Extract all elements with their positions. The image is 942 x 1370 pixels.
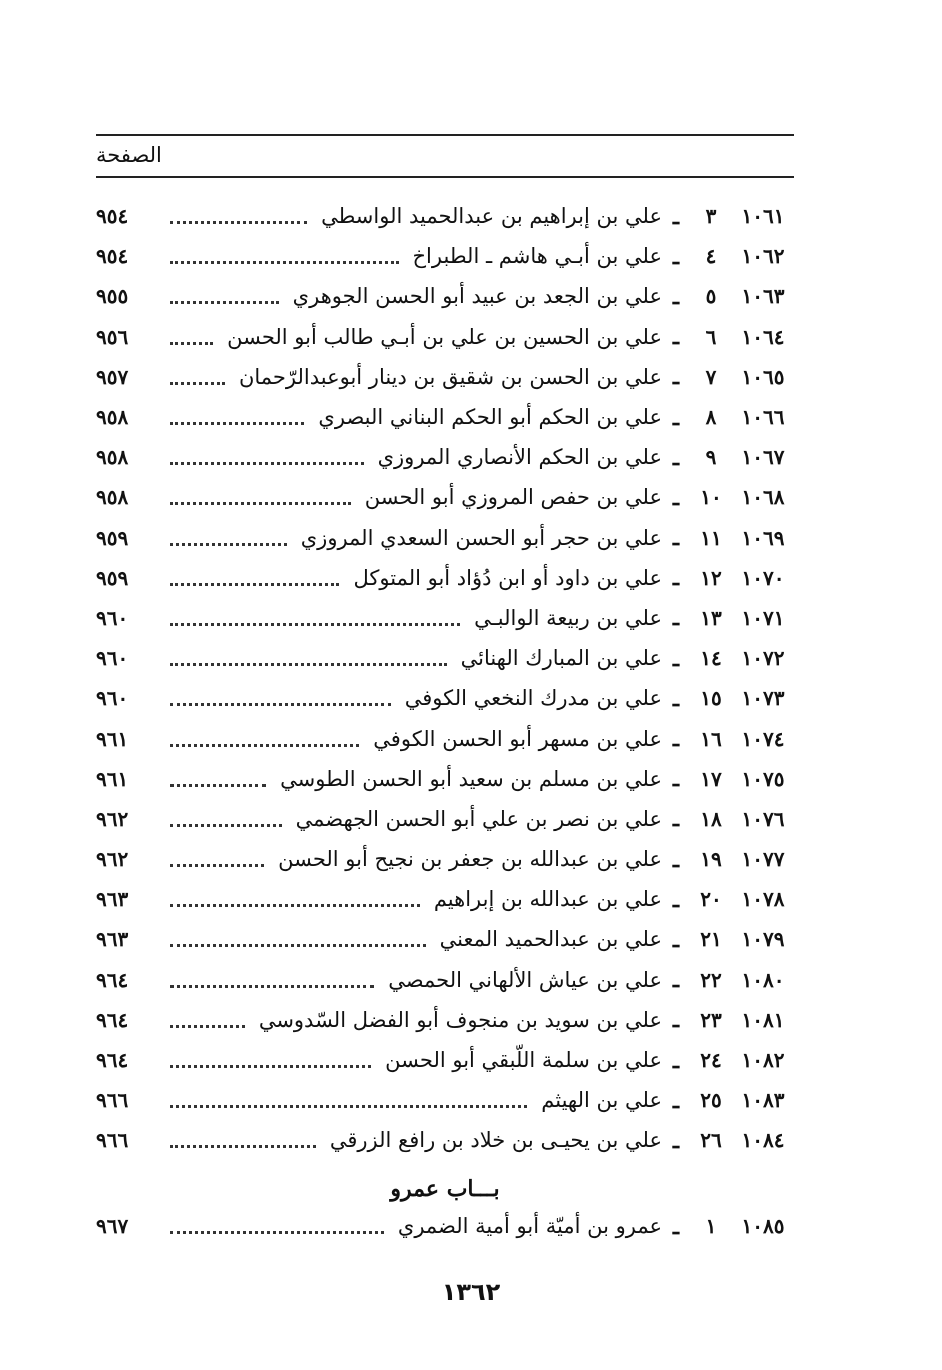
entry-separator: ـ bbox=[672, 364, 680, 390]
leader-dots bbox=[170, 501, 351, 505]
entry-page: ٩٥٩ bbox=[96, 525, 129, 550]
entry-index: ٩ bbox=[705, 445, 717, 470]
entry-index: ٧ bbox=[705, 364, 717, 389]
leader-dots bbox=[170, 341, 213, 345]
entry-page: ٩٦٢ bbox=[96, 806, 129, 831]
toc-entry bbox=[96, 357, 794, 397]
entry-title: علي بن نصر بن علي أبو الحسن الجهضمي bbox=[295, 806, 662, 831]
toc-entry bbox=[96, 718, 794, 758]
toc-entry bbox=[96, 638, 794, 678]
entry-title: علي بن عبدالله بن جعفر بن نجيح أبو الحسن bbox=[278, 847, 662, 872]
leader-dots bbox=[170, 1024, 245, 1028]
entry-title: علي بن مسلم بن سعيد أبو الحسن الطوسي bbox=[280, 766, 662, 791]
leader-dots bbox=[170, 260, 399, 264]
leader-dots bbox=[170, 1230, 384, 1234]
entry-number: ١٠٨٢ bbox=[741, 1048, 785, 1073]
entry-index: ٢٠ bbox=[700, 887, 722, 912]
leader-dots bbox=[170, 1064, 371, 1068]
leader-dots bbox=[170, 783, 266, 787]
entry-number: ١٠٦٧ bbox=[741, 445, 785, 470]
entry-page: ٩٥٤ bbox=[96, 204, 129, 229]
entry-separator: ـ bbox=[672, 886, 680, 912]
entry-page: ٩٦٣ bbox=[96, 887, 129, 912]
entry-separator: ـ bbox=[672, 1047, 680, 1073]
toc-entry bbox=[96, 236, 794, 276]
entry-index: ٣ bbox=[705, 204, 717, 229]
entry-index: ١٤ bbox=[700, 646, 722, 671]
entry-page: ٩٦٦ bbox=[96, 1088, 129, 1113]
entry-separator: ـ bbox=[672, 1213, 680, 1239]
entry-index: ١ bbox=[705, 1214, 717, 1239]
toc-entry bbox=[96, 799, 794, 839]
entry-separator: ـ bbox=[672, 806, 680, 832]
entry-index: ١٣ bbox=[700, 605, 722, 630]
entry-separator: ـ bbox=[672, 1087, 680, 1113]
entry-page: ٩٦١ bbox=[96, 726, 129, 751]
entry-index: ٢٥ bbox=[700, 1088, 722, 1113]
entry-number: ١٠٦٩ bbox=[741, 525, 785, 550]
entry-page: ٩٦٠ bbox=[96, 686, 129, 711]
entry-separator: ـ bbox=[672, 444, 680, 470]
entry-title: علي بن عياش الألهاني الحمصي bbox=[388, 967, 662, 992]
toc-entry bbox=[96, 960, 794, 1000]
entry-number: ١٠٨٥ bbox=[741, 1214, 785, 1239]
entry-page: ٩٥٥ bbox=[96, 284, 129, 309]
entry-index: ١٩ bbox=[700, 847, 722, 872]
entry-number: ١٠٦٦ bbox=[741, 405, 785, 430]
leader-dots bbox=[170, 421, 304, 425]
leader-dots bbox=[170, 863, 264, 867]
entry-index: ٢٤ bbox=[700, 1048, 722, 1073]
entry-index: ٨ bbox=[705, 405, 717, 430]
entry-separator: ـ bbox=[672, 685, 680, 711]
entry-page: ٩٦٤ bbox=[96, 1048, 129, 1073]
leader-dots bbox=[170, 220, 307, 224]
entry-separator: ـ bbox=[672, 324, 680, 350]
leader-dots bbox=[170, 743, 359, 747]
entry-number: ١٠٧٤ bbox=[741, 726, 785, 751]
leader-dots bbox=[170, 984, 374, 988]
entry-number: ١٠٦٣ bbox=[741, 284, 785, 309]
entry-number: ١٠٦١ bbox=[741, 204, 785, 229]
entry-index: ١٢ bbox=[700, 565, 722, 590]
entry-title: علي بن حجر أبو الحسن السعدي المروزي bbox=[300, 525, 662, 550]
top-rule bbox=[96, 134, 794, 136]
page-column-header: الصفحة bbox=[96, 143, 162, 167]
entry-page: ٩٦٤ bbox=[96, 967, 129, 992]
leader-dots bbox=[170, 943, 426, 947]
leader-dots bbox=[170, 582, 339, 586]
entry-title: علي بن الحسن بن شقيق بن دينار أبوعبدالرّحمان bbox=[238, 364, 662, 389]
entry-number: ١٠٦٨ bbox=[741, 485, 785, 510]
leader-dots bbox=[170, 300, 279, 304]
toc-entry bbox=[96, 1206, 794, 1246]
entry-title: علي بن أبـي هاشم ـ الطبراخ bbox=[412, 244, 662, 269]
entry-page: ٩٥٩ bbox=[96, 565, 129, 590]
entry-number: ١٠٧٣ bbox=[741, 686, 785, 711]
leader-dots bbox=[170, 622, 460, 626]
toc-entry bbox=[96, 518, 794, 558]
entry-title: علي بن سلمة اللّبقي أبو الحسن bbox=[385, 1048, 662, 1073]
entry-page: ٩٥٨ bbox=[96, 405, 129, 430]
toc-entry bbox=[96, 317, 794, 357]
toc-entry bbox=[96, 759, 794, 799]
entry-index: ١١ bbox=[700, 525, 722, 550]
entry-separator: ـ bbox=[672, 243, 680, 269]
entry-page: ٩٦٦ bbox=[96, 1128, 129, 1153]
entry-separator: ـ bbox=[672, 645, 680, 671]
entry-title: علي بن عبدالله بن إبراهيم bbox=[433, 887, 662, 912]
entry-number: ١٠٨٠ bbox=[741, 967, 785, 992]
entry-separator: ـ bbox=[672, 404, 680, 430]
entry-page: ٩٦٣ bbox=[96, 927, 129, 952]
entry-title: علي بن الحكم أبو الحكم البناني البصري bbox=[318, 405, 662, 430]
entry-separator: ـ bbox=[672, 484, 680, 510]
entry-page: ٩٦٠ bbox=[96, 605, 129, 630]
entry-title: علي بن يحيـى بن خلاد بن رافع الزرقي bbox=[329, 1128, 662, 1153]
entry-title: علي بن الجعد بن عبيد أبو الحسن الجوهري bbox=[292, 284, 662, 309]
entry-number: ١٠٧٦ bbox=[741, 806, 785, 831]
entry-number: ١٠٧٩ bbox=[741, 927, 785, 952]
leader-dots bbox=[170, 1144, 316, 1148]
entry-title: عمرو بن أميّة أبو أمية الضمري bbox=[397, 1214, 662, 1239]
toc-entry bbox=[96, 196, 794, 236]
entry-index: ٥ bbox=[705, 284, 717, 309]
entry-page: ٩٥٦ bbox=[96, 324, 129, 349]
entry-index: ١٦ bbox=[700, 726, 722, 751]
entry-index: ١٠ bbox=[700, 485, 722, 510]
entry-page: ٩٥٨ bbox=[96, 445, 129, 470]
entry-index: ٤ bbox=[705, 244, 717, 269]
toc-section-entries bbox=[96, 1206, 794, 1246]
entry-page: ٩٦٧ bbox=[96, 1214, 129, 1239]
leader-dots bbox=[170, 381, 225, 385]
toc-entry bbox=[96, 678, 794, 718]
entry-title: علي بن مدرك النخعي الكوفي bbox=[404, 686, 662, 711]
toc-entry bbox=[96, 598, 794, 638]
entry-title: علي بن إبراهيم بن عبدالحميد الواسطي bbox=[321, 204, 662, 229]
entry-page: ٩٦٤ bbox=[96, 1007, 129, 1032]
entry-title: علي بن الحسين بن علي بن أبـي طالب أبو الحسن bbox=[227, 324, 662, 349]
entry-separator: ـ bbox=[672, 1007, 680, 1033]
entry-title: علي بن سويد بن منجوف أبو الفضل السّدوسي bbox=[258, 1007, 662, 1032]
entry-number: ١٠٨٣ bbox=[741, 1088, 785, 1113]
entry-index: ٢٦ bbox=[700, 1128, 722, 1153]
toc-entry bbox=[96, 477, 794, 517]
leader-dots bbox=[170, 542, 287, 546]
entry-index: ١٨ bbox=[700, 806, 722, 831]
entry-index: ٢٣ bbox=[700, 1007, 722, 1032]
leader-dots bbox=[170, 823, 282, 827]
leader-dots bbox=[170, 903, 420, 907]
entry-separator: ـ bbox=[672, 605, 680, 631]
entry-title: علي بن الحكم الأنصاري المروزي bbox=[377, 445, 662, 470]
entry-title: علي بن مسهر أبو الحسن الكوفي bbox=[373, 726, 662, 751]
entry-index: ١٥ bbox=[700, 686, 722, 711]
entry-separator: ـ bbox=[672, 1127, 680, 1153]
entry-page: ٩٦١ bbox=[96, 766, 129, 791]
entry-index: ٢٢ bbox=[700, 967, 722, 992]
toc-entry bbox=[96, 919, 794, 959]
entry-title: علي بن حفص المروزي أبو الحسن bbox=[364, 485, 662, 510]
entry-index: ١٧ bbox=[700, 766, 722, 791]
entry-number: ١٠٦٢ bbox=[741, 244, 785, 269]
entry-number: ١٠٧١ bbox=[741, 605, 785, 630]
entry-number: ١٠٧٥ bbox=[741, 766, 785, 791]
entry-separator: ـ bbox=[672, 846, 680, 872]
entry-separator: ـ bbox=[672, 766, 680, 792]
entry-page: ٩٥٨ bbox=[96, 485, 129, 510]
toc-entry bbox=[96, 1000, 794, 1040]
entry-number: ١٠٦٤ bbox=[741, 324, 785, 349]
header-bottom-rule bbox=[96, 176, 794, 178]
page-number: ١٣٦٢ bbox=[441, 1278, 501, 1306]
entry-title: علي بن عبدالحميد المعني bbox=[439, 927, 662, 952]
toc-entries bbox=[96, 196, 794, 1161]
toc-entry bbox=[96, 1040, 794, 1080]
leader-dots bbox=[170, 461, 364, 465]
entry-title: علي بن المبارك الهنائي bbox=[460, 646, 662, 671]
entry-title: علي بن الهيثم bbox=[541, 1088, 662, 1113]
entry-number: ١٠٦٥ bbox=[741, 364, 785, 389]
toc-entry bbox=[96, 276, 794, 316]
leader-dots bbox=[170, 702, 391, 706]
entry-index: ٦ bbox=[705, 324, 717, 349]
entry-title: علي بن داود أو ابن دُؤاد أبو المتوكل bbox=[353, 565, 662, 590]
entry-index: ٢١ bbox=[700, 927, 722, 952]
entry-page: ٩٥٤ bbox=[96, 244, 129, 269]
entry-separator: ـ bbox=[672, 283, 680, 309]
toc-entry bbox=[96, 839, 794, 879]
entry-number: ١٠٧٨ bbox=[741, 887, 785, 912]
toc-entry bbox=[96, 1120, 794, 1160]
toc-entry bbox=[96, 1080, 794, 1120]
entry-separator: ـ bbox=[672, 967, 680, 993]
toc-entry bbox=[96, 397, 794, 437]
toc-entry bbox=[96, 879, 794, 919]
toc-entry bbox=[96, 437, 794, 477]
entry-number: ١٠٨٤ bbox=[741, 1128, 785, 1153]
leader-dots bbox=[170, 662, 447, 666]
toc-entry bbox=[96, 558, 794, 598]
entry-page: ٩٦٢ bbox=[96, 847, 129, 872]
section-heading: بـــاب عمرو bbox=[390, 1176, 500, 1202]
entry-separator: ـ bbox=[672, 726, 680, 752]
entry-number: ١٠٧٢ bbox=[741, 646, 785, 671]
leader-dots bbox=[170, 1104, 527, 1108]
entry-number: ١٠٧٠ bbox=[741, 565, 785, 590]
entry-page: ٩٦٠ bbox=[96, 646, 129, 671]
entry-number: ١٠٧٧ bbox=[741, 847, 785, 872]
entry-separator: ـ bbox=[672, 926, 680, 952]
entry-separator: ـ bbox=[672, 203, 680, 229]
entry-page: ٩٥٧ bbox=[96, 364, 129, 389]
entry-separator: ـ bbox=[672, 565, 680, 591]
entry-title: علي بن ربيعة الوالبـي bbox=[474, 605, 662, 630]
entry-number: ١٠٨١ bbox=[741, 1007, 785, 1032]
entry-separator: ـ bbox=[672, 525, 680, 551]
